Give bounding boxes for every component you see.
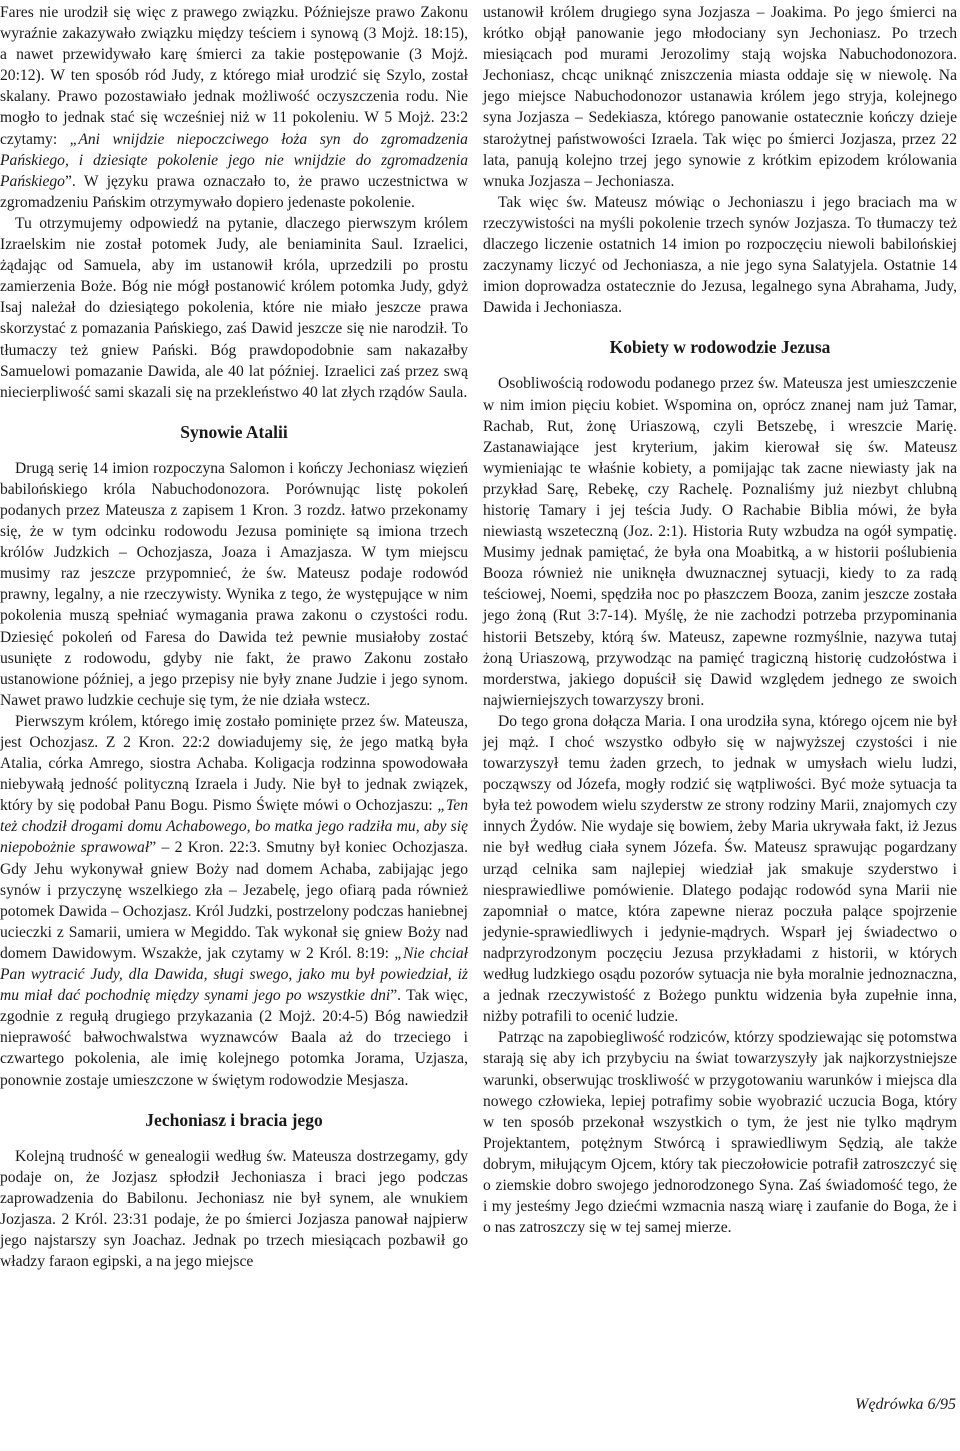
paragraph [0, 2, 468, 213]
text-span: ”. W języku prawa oznaczało to, że prawo uczestnictwa w zgromadzeniu Pańskim otrzymywało dopiero jedenaste pokolenie. [0, 172, 468, 211]
paragraph: Patrząc na zapobiegliwość rodziców, którzy spodziewając się potomstwa starają się aby ich przybyciu na świat towarzyszyły jak najkorzystniejsze warunki, obserwując troskliwość w przygotowaniu warunków i miejsca dla nowego człowieka, lepiej potrafimy sobie wyobrazić uczucia Boga, który w ten sposób przekonał wszystkich o tym, że jest nie tylko mądrym Projektantem, potężnym Stwórcą i sprawiedliwym Sędzią, ale także dobrym, miłującym Ojcem, który tak pieczołowicie potrafił zatroszczyć się o ziemskie dobro swojego jednorodzonego Syna. Zaś świadomość tego, że i my jesteśmy Jego dziećmi wzmacnia naszą wiarę i zaufanie do Boga, że i o nas zatroszczy się w tej samej mierze. [483, 1029, 957, 1237]
page-footer: Wędrówka 6/95 [855, 1396, 956, 1413]
scripture-quote: „Ani wnijdzie niepoczciwego łoża syn do zgromadzenia Pańskiego, i dziesiąte pokolenie jego nie wnijdzie do zgromadzenia Pańskiego [0, 130, 468, 190]
text-span: ”. Tak więc, zgodnie z regułą drugiego przykazania (2 Mojż. 20:4-5) Bóg nawiedził nieprawość bałwochwalstwa wyznawców Baala aż do trzeciego i czwartego pokolenia, ale imię kolejnego potomka Jorama, Uzjasza, ponownie zostaje umieszczone w świętym rodowodzie Mesjasza. [0, 987, 468, 1089]
paragraph: ustanowił królem drugiego syna Jozjasza – Joakima. Po jego śmierci na krótko objął panowanie jego młodociany syn Jechoniasz. Po trzech miesiącach pod murami Jerozolimy stają wojska Nabuchodonozora. Jechoniasz, chcąc uniknąć zniszczenia miasta oddaje się w niewolę. Na jego miejsce Nabuchodonozor ustanawia królem jego stryja, kolejnego syna Jozjasza – Sedekiasza, którego panowanie ostatecznie kończy dzieje starożytnej państwowości Izraela. Tak więc po śmierci Jozjasza, przez 22 lata, panują kolejno trzej jego synowie z krótkim epizodem królowania wnuka Jozjasza – Jechoniasza. [483, 4, 957, 190]
scripture-quote: „Nie chciał Pan wytracić Judy, dla Dawida, sługi swego, jako mu był powiedział, iż mu miał dać pochodnię między synami jego po wszystkie dni [0, 944, 469, 1005]
right-column [483, 2, 957, 1238]
text-span: Pierwszym królem, którego imię zostało pominięte przez św. Mateusza, jest Ochozjasz. Z 2 Kron. 22:2 dowiadujemy się, że jego matką była Atalia, córka Amrego, siostra Achaba. Koligacja rodzinna spowodowała niebywałą jedność polityczną Izraela i Judy. Nie był to jednak związek, który by się podobał Panu Bogu. Pismo Święte mówi o Ochozjaszu: [0, 712, 468, 815]
left-column [0, 2, 468, 1272]
paragraph: Tu otrzymujemy odpowiedź na pytanie, dlaczego pierwszym królem Izraelskim nie został potomek Judy, ale beniaminita Saul. Izraelici, żądając od Samuela, aby im ustanowił króla, uprzedzili po prostu zamierzenia Boże. Bóg nie mógł postanowić królem potomka Judy, gdyż Isaj należał do dziesiątego pokolenia, które nie miało jeszcze prawa skorzystać z pomazania Pańskiego, zaś Dawid jeszcze się nie narodził. To tłumaczy też gniew Pański. Bóg prawdopodobnie sam nakazałby Samuelowi pomazanie Dawida, ale 40 lat później. Izraelici zaś przez swą niecierpliwość sami skazali się na przekleństwo 40 lat złych rządów Saula. [0, 214, 468, 401]
scripture-quote: „Ten też chodził drogami domu Achabowego, bo matka jego radziła mu, aby się niepobożnie sprawował [0, 797, 468, 857]
section-heading: Synowie Atalii [180, 421, 288, 442]
section-heading: Jechoniasz i bracia jego [145, 1109, 323, 1130]
paragraph: Osobliwością rodowodu podanego przez św. Mateusza jest umieszczenie w nim imion pięciu kobiet. Wspomina on, oprócz znanej nam już Tamar, Rachab, Rut, żonę Uriaszową, czyli Betszebę, i wreszcie Marię. Zastanawiające jest kryterium, jakim kierował się św. Mateusz wymieniając te właśnie kobiety, a pomijając tak zacne niewiasty jak na przykład Sarę, Rebekę, czy Rachelę. Poznaliśmy już niezbyt chlubną historię Tamary i jej teścia Judy. O Rachabie Biblia mówi, że była niewiastą wszeteczną (Joz. 2:1). Historia Ruty wzbudza na ogół sympatię. Musimy jednak pamiętać, że była ona Moabitką, a w historii poślubienia Booza również nie uniknęła dwuznacznej sytuacji, kiedy to za radą teściowej, Noemi, spędziła noc po płaszczem Booza, zanim jeszcze została jego żoną (Rut 3:7-14). Myślę, że nie zachodzi potrzeba przypominania historii Betszeby, którą św. Mateusz, zapewne rozmyślnie, nazywa tutaj żoną Uriaszową, przywodząc na pamięć tragiczną historię cudzołóstwa i morderstwa, jakiego dopuścił się Dawid względem jednego ze swoich najwierniejszych towarzyszy broni. [483, 375, 957, 709]
paragraph: Do tego grona dołącza Maria. I ona urodziła syna, którego ojcem nie był jej mąż. I choć wszystko odbyło się w najwyższej czystości i nie towarzyszył temu żaden grzech, to jednak w umysłach wielu ludzi, począwszy od Józefa, mogły rodzić się wątpliwości. Być może sytuacja ta była też powodem wielu szyderstw ze strony rodziny Marii, znajomych czy innych Żydów. Nie wydaje się bowiem, żeby Maria ukrywała fakt, iż Jezus nie był według ciała synem Józefa. Św. Mateusz sprawując pogardzany urząd celnika sam najlepiej wiedział jak smakuje szyderstwo i niesprawiedliwe pomówienie. Dlatego podając rodowód syna Marii nie zapomniał o matce, która zapewne nieraz poczuła palące spojrzenie jedynie-sprawiedliwych i jedynie-mądrych. Wsparł jej świadectwo o nadprzyrodzonym poczęciu Jezusa przykładami z historii, w których według ludzkiego osądu pozorów sytuacja nie była moralnie jednoznaczna, a jednak rzeczywistość z Bożego punktu widzenia była zupełnie inna, niżby potrafili to ocenić ludzie. [483, 712, 957, 1026]
section-heading: Kobiety w rodowodzie Jezusa [609, 337, 831, 358]
text-span: ” – 2 Kron. 22:3. Smutny był koniec Ochozjasza. Gdy Jehu wykonywał gniew Boży nad domem Achaba, zabijając jego synów i przyczynę wszelkiego zła – Jezabelę, jego ofiarą pada również potomek Dawida – Ochozjasz. Król Judzki, postrzelony podczas haniebnej ucieczki z Samarii, umiera w Megiddo. Tak wykonał się gniew Boży nad domem Dawidowym. Wszakże, jak czytamy w 2 Król. 8:19: [0, 839, 468, 962]
text-span: Fares nie urodził się więc z prawego związku. Późniejsze prawo Zakonu wyraźnie zakazywało związku między teściem i synową (3 Mojż. 18:15), a nawet przewidywało karę śmierci za takie postępowanie (3 Mojż. 20:12). W ten sposób ród Judy, z którego miał urodzić się Szylo, został skalany. Prawo pozostawiało jednak możliwość oczyszczenia rodu. Nie mogło to jednak stać się wcześniej niż w 11 pokoleniu. W 5 Mojż. 23:2 czytamy: [0, 4, 468, 148]
paragraph: Kolejną trudność w genealogii według św. Mateusza dostrzegamy, gdy podaje on, że Jozjasz spłodził Jechoniasza i braci jego podczas zaprowadzenia do Babilonu. Jechoniasz nie był synem, ale wnukiem Jozjasza. 2 Król. 23:31 podaje, że po śmierci Jozjasza panował najpierw jego najstarszy syn Joachaz. Jednak po trzech miesiącach pozbawił go władzy faraon egipski, a na jego miejsce [0, 1147, 468, 1271]
paragraph: Tak więc św. Mateusz mówiąc o Jechoniaszu i jego braciach ma w rzeczywistości na myśli pokolenie trzech synów Jozjasza. To tłumaczy też dlaczego liczenie ostatnich 14 imion po rozpoczęciu niewoli babilońskiej zaczynamy liczyć od Jechoniasza, a nie jego syna Salatyjela. Ostatnie 14 imion doprowadza ostatecznie do Jezusa, legalnego syna Abrahama, Judy, Dawida i Jechoniasza. [483, 193, 957, 317]
paragraph [0, 711, 468, 1091]
paragraph: Drugą serię 14 imion rozpoczyna Salomon i kończy Jechoniasz więzień babilońskiego króla Nabuchodonozora. Porównując listę pokoleń podanych przez Mateusza z zapisem 1 Kron. 3 rozdz. łatwo przekonamy się, że w tym odcinku rodowodu Jezusa pominięte są imiona trzech królów Judzkich – Ochozjasza, Joaza i Amazjasza. W tym miejscu musimy raz jeszcze przypomnieć, że św. Mateusz podaje rodowód prawny, legalny, a nie rzeczywisty. Wynika z tego, że występujące w nim pokolenia muszą spełniać wymagania prawa zakonu o czystości rodu. Dziesięć pokoleń od Faresa do Dawida też pewnie musiałoby zostać usunięte z rodowodu, gdyby nie fakt, że prawo Zakonu zostało ustanowione później, a jego przepisy nie były znane Judzie i jego synom. Nawet prawo ludzkie cechuje się tym, że nie działa wstecz. [0, 459, 468, 709]
